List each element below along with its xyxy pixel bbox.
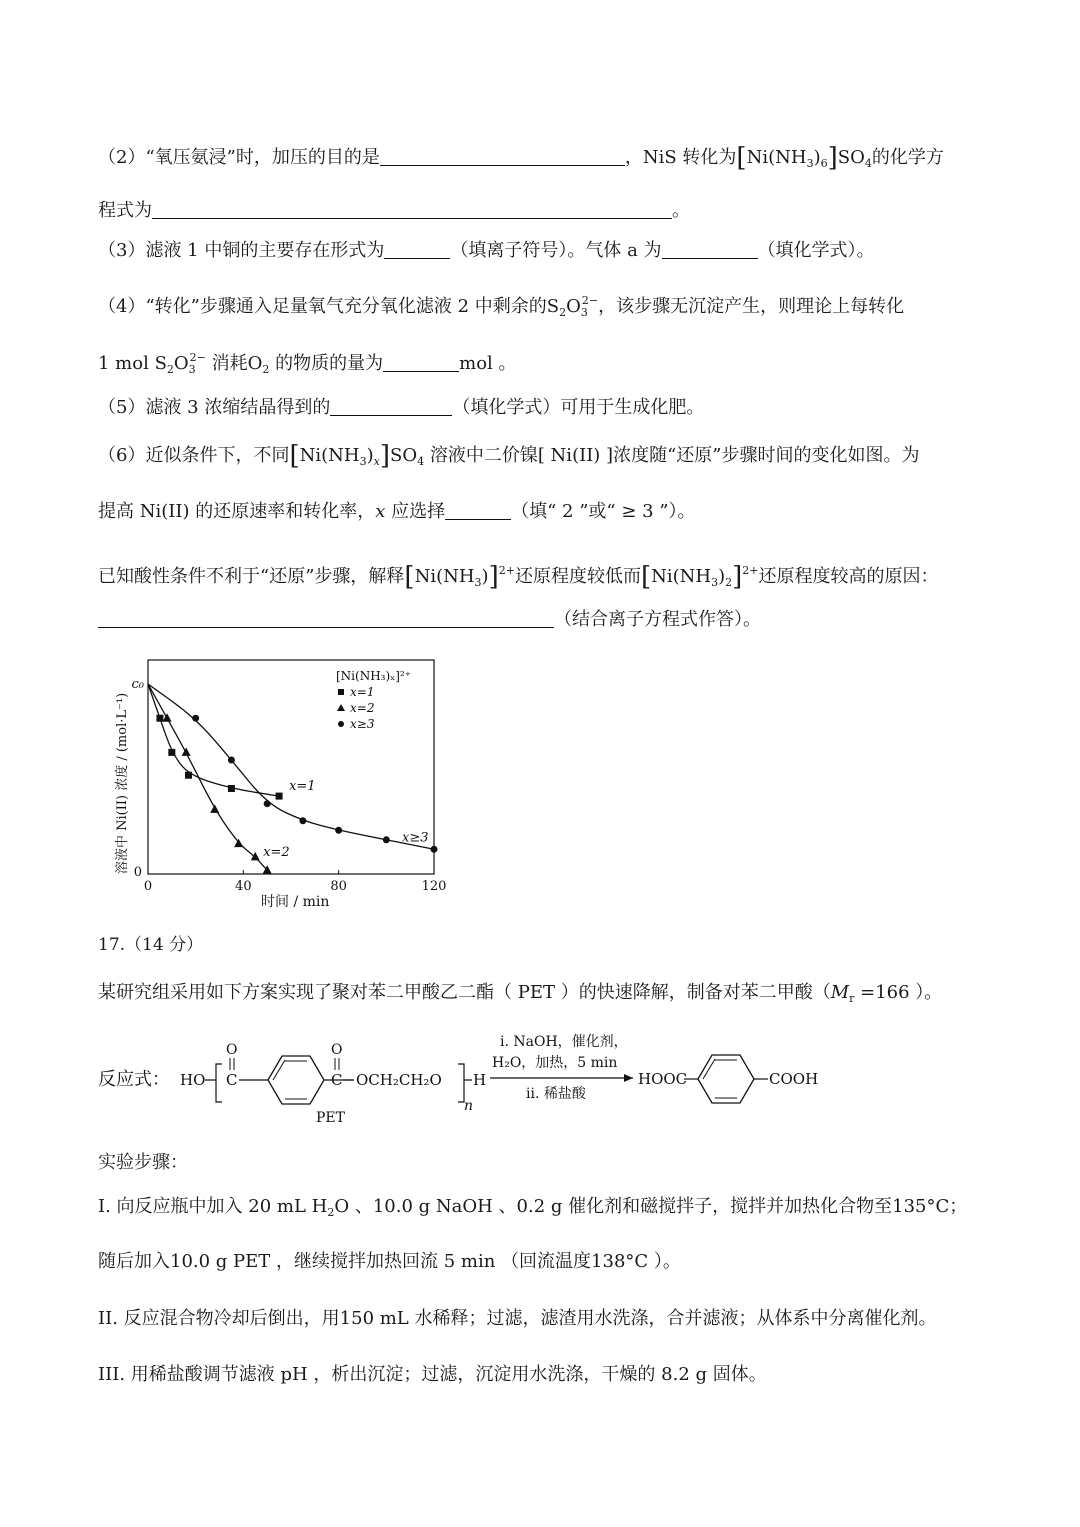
q3-answer-blank-2[interactable] bbox=[662, 240, 758, 259]
q6-text: （6）近似条件下，不同 bbox=[98, 445, 290, 466]
q4-ion-sub3: 3 bbox=[580, 306, 588, 319]
reaction-arrow-head bbox=[624, 1074, 633, 1082]
data-point-triangle bbox=[182, 747, 191, 756]
rxn-bracket-right bbox=[458, 1064, 464, 1102]
q2-text: （2）“氧压氨浸”时，加压的目的是 bbox=[98, 147, 380, 168]
q6-subx: x bbox=[373, 455, 380, 468]
q4-text-consume: 消耗 bbox=[205, 353, 248, 374]
q6-cplx2-charge: 2+ bbox=[742, 564, 759, 577]
data-point-circle bbox=[264, 800, 271, 807]
pet-label: PET bbox=[316, 1110, 345, 1126]
condition-1: i. NaOH，催化剂， bbox=[500, 1034, 628, 1050]
condition-2: H₂O，加热，5 min bbox=[492, 1055, 618, 1071]
data-point-circle bbox=[335, 827, 342, 834]
q6-answer-blank-2[interactable] bbox=[98, 609, 554, 628]
series-label: x=2 bbox=[263, 845, 290, 861]
product-cooh: COOH bbox=[769, 1070, 819, 1088]
chart-legend bbox=[336, 669, 411, 731]
q4-ion-charge-2: 2− bbox=[189, 351, 206, 364]
q17-mr-value: =166 ）。 bbox=[854, 982, 943, 1003]
step3-line bbox=[98, 1362, 767, 1388]
bracket-open: [ bbox=[640, 562, 652, 592]
ni-concentration-chart bbox=[110, 650, 460, 910]
q6-sub4: 4 bbox=[417, 455, 425, 468]
q5-text-2: （填化学式）可用于生成化肥。 bbox=[452, 397, 705, 418]
q17-intro-text: 某研究组采用如下方案实现了聚对苯二甲酸乙二酯（ PET ）的快速降解，制备对苯二甲酸（ bbox=[98, 982, 831, 1003]
q5-answer-blank[interactable] bbox=[330, 397, 452, 416]
q2-sub4: 4 bbox=[864, 157, 872, 170]
q4-o2: O bbox=[247, 353, 263, 374]
q2-so4: SO bbox=[837, 147, 865, 168]
y-axis-label: 溶液中 Ni(II) 浓度 / (mol·L⁻¹) bbox=[115, 692, 130, 874]
benzene2-double-3 bbox=[703, 1059, 715, 1079]
q6-line1: （6）近似条件下，不同$[Ni(NH_3)_x]SO_4$ 溶液中二价镍[ Ni(II) ]浓度随“还原”步骤时间的变化如图。为 bbox=[98, 441, 920, 471]
condition-3: ii. 稀盐酸 bbox=[526, 1086, 586, 1102]
q6-sub3: 3 bbox=[359, 455, 367, 468]
data-point-square bbox=[156, 715, 163, 722]
product-hooc: HOOC bbox=[638, 1070, 688, 1088]
step1-text-b: O 、10.0 g NaOH 、0.2 g 催化剂和磁搅拌子，搅拌并加热化合物至135°C； bbox=[334, 1196, 968, 1217]
rxn-c2: C bbox=[331, 1071, 343, 1089]
series-line-1 bbox=[148, 684, 267, 870]
bracket-close: ] bbox=[732, 562, 743, 592]
q4-line2 bbox=[98, 345, 517, 383]
q17-intro bbox=[98, 980, 942, 1012]
rxn-carbonyl-o2: O bbox=[331, 1042, 343, 1058]
q6-text-line4: （结合离子方程式作答）。 bbox=[554, 609, 761, 630]
chart-axes bbox=[114, 660, 446, 910]
rxn-c1: C bbox=[226, 1071, 238, 1089]
q4-ion-sub3-2: 3 bbox=[188, 363, 196, 376]
q6-line2 bbox=[98, 499, 696, 525]
q17-mr-sub: r bbox=[849, 992, 855, 1005]
q6-cplx2-sub2: 2 bbox=[725, 576, 733, 589]
series-label: x≥3 bbox=[402, 830, 429, 846]
q6-cplx1-charge: 2+ bbox=[498, 564, 515, 577]
q6-so4: SO bbox=[390, 445, 418, 466]
q2-line2 bbox=[98, 198, 690, 224]
q6-complex: Ni(NH bbox=[299, 445, 360, 466]
q6-line3: 已知酸性条件不利于“还原”步骤，解释$[Ni(NH_3)]^{2+}$还原程度较低而$[Ni(NH_3)_2]^{2+}$还原程度较高的原因： bbox=[98, 562, 939, 592]
q6-cplx2-sub3: 3 bbox=[711, 576, 719, 589]
legend-entry: x≥3 bbox=[350, 717, 375, 731]
q4-ion-sub2: 2 bbox=[559, 306, 567, 319]
q2-answer-blank-2[interactable] bbox=[152, 200, 672, 219]
data-point-triangle bbox=[251, 852, 260, 861]
reaction-scheme bbox=[98, 1030, 858, 1130]
q4-ion-o: O bbox=[566, 296, 581, 317]
q4-o2-sub: 2 bbox=[262, 363, 270, 376]
y-tick-label: c₀ bbox=[131, 677, 144, 692]
step1-text-a: I. 向反应瓶中加入 20 mL H bbox=[98, 1196, 328, 1217]
data-point-circle bbox=[431, 846, 438, 853]
q6-text-low: 还原程度较低而 bbox=[514, 566, 641, 587]
series-label: x=1 bbox=[289, 779, 316, 795]
q17-mr: M bbox=[830, 982, 850, 1003]
rxn-h: H bbox=[473, 1071, 487, 1089]
q3-text-2: （填离子符号）。气体 a 为 bbox=[450, 240, 662, 261]
q4-ion-s: S bbox=[546, 296, 560, 317]
q3-text: （3）滤液 1 中铜的主要存在形式为 bbox=[98, 240, 385, 261]
q6-x: x bbox=[375, 501, 386, 522]
rxn-ho: HO bbox=[180, 1071, 206, 1089]
bracket-open: [ bbox=[289, 441, 300, 471]
q2-text-line2: 程式为 bbox=[98, 200, 152, 221]
q6-text-fill: （填“ 2 ”或“ ≥ 3 ”）。 bbox=[511, 501, 696, 522]
benzene-ring-2 bbox=[698, 1055, 754, 1103]
q3-answer-blank-1[interactable] bbox=[384, 240, 450, 259]
q4-answer-blank[interactable] bbox=[383, 353, 459, 372]
x-tick-label: 120 bbox=[421, 879, 447, 894]
q5-line bbox=[98, 395, 704, 421]
rxn-label: 反应式： bbox=[98, 1069, 170, 1090]
legend-entry: x=2 bbox=[350, 701, 375, 715]
data-point-square bbox=[276, 793, 283, 800]
data-point-triangle bbox=[234, 839, 243, 848]
legend-marker-square bbox=[338, 689, 344, 695]
series-line-2 bbox=[148, 684, 434, 849]
q4-line1 bbox=[98, 288, 904, 326]
chart-series bbox=[148, 684, 438, 874]
step2-text: II. 反应混合物冷却后倒出，用150 mL 水稀释；过滤，滤渣用水洗涤，合并滤液；从体系中分离催化剂。 bbox=[98, 1308, 937, 1329]
q2-line1: （2）“氧压氨浸”时，加压的目的是 ，NiS 转化为$[Ni(NH_3)_6]SO_4$的化学方 bbox=[98, 143, 944, 173]
bracket-open: [ bbox=[736, 143, 747, 173]
rxn-n: n bbox=[464, 1098, 474, 1114]
q6-cplx2: Ni(NH bbox=[651, 566, 712, 587]
rxn-bracket-left bbox=[216, 1064, 222, 1102]
step1-sub: 2 bbox=[327, 1206, 335, 1219]
legend-title: [Ni(NH₃)ₓ]²⁺ bbox=[336, 669, 412, 683]
q6-cplx1-sub3: 3 bbox=[474, 576, 482, 589]
benzene-ring-1 bbox=[268, 1056, 324, 1104]
q3-line bbox=[98, 238, 875, 264]
data-point-square bbox=[228, 785, 235, 792]
bracket-close: ] bbox=[488, 562, 499, 592]
x-tick-label: 80 bbox=[330, 879, 347, 894]
y-tick-label: 0 bbox=[133, 865, 142, 880]
q6-text-line3: 已知酸性条件不利于“还原”步骤，解释 bbox=[98, 566, 405, 587]
x-tick-label: 0 bbox=[143, 879, 153, 894]
q2-text-2: ，NiS 转化为 bbox=[624, 147, 737, 168]
step1-line1 bbox=[98, 1194, 967, 1226]
step1-text-c: 随后加入10.0 g PET ，继续搅拌加热回流 5 min （回流温度138°C ）。 bbox=[98, 1251, 681, 1272]
bracket-open: [ bbox=[404, 562, 415, 592]
bracket-close: ] bbox=[379, 441, 390, 471]
rxn-chain: OCH₂CH₂O bbox=[356, 1071, 442, 1089]
bracket-close: ] bbox=[827, 143, 838, 173]
data-point-triangle bbox=[163, 713, 172, 722]
plot-frame bbox=[148, 660, 434, 874]
q2-end: 。 bbox=[672, 200, 690, 221]
data-point-circle bbox=[383, 836, 390, 843]
q6-text-2: 溶液中二价镍[ Ni(II) ]浓度随“还原”步骤时间的变化如图。为 bbox=[424, 445, 920, 466]
data-point-circle bbox=[192, 715, 199, 722]
q17-number: 17.（14 分） bbox=[98, 935, 204, 955]
q4-unit: mol 。 bbox=[459, 353, 517, 374]
q6-line4 bbox=[98, 607, 761, 633]
legend-marker-circle bbox=[338, 721, 344, 727]
steps-title-text: 实验步骤： bbox=[98, 1152, 188, 1173]
q5-text: （5）滤液 3 浓缩结晶得到的 bbox=[98, 397, 331, 418]
q4-ion-s-2: S bbox=[154, 353, 167, 374]
data-point-triangle bbox=[210, 804, 219, 813]
q6-text-line2: 提高 Ni(II) 的还原速率和转化率， bbox=[98, 501, 376, 522]
q6-cplx1: Ni(NH bbox=[414, 566, 475, 587]
data-point-square bbox=[168, 749, 175, 756]
q4-text-2: ，该步骤无沉淀产生，则理论上每转化 bbox=[598, 296, 905, 317]
q2-sub3: 3 bbox=[806, 157, 814, 170]
q2-sub6: 6 bbox=[820, 157, 828, 170]
step3-text: III. 用稀盐酸调节滤液 pH ，析出沉淀；过滤，沉淀用水洗涤，干燥的 8.2 g 固体。 bbox=[98, 1364, 767, 1385]
q6-text-reason: 还原程度较高的原因： bbox=[758, 566, 939, 587]
legend-marker-triangle bbox=[337, 704, 345, 711]
step1-line2 bbox=[98, 1249, 681, 1275]
q4-ion-charge: 2− bbox=[581, 294, 599, 307]
q17-header bbox=[98, 932, 203, 958]
x-axis-label: 时间 / min bbox=[261, 894, 330, 910]
q3-text-3: （填化学式）。 bbox=[757, 240, 875, 261]
q4-ion-sub2-2: 2 bbox=[166, 363, 174, 376]
q4-amount: 1 mol bbox=[98, 353, 155, 374]
q6-text-choose: 应选择 bbox=[385, 501, 446, 522]
q2-complex: Ni(NH bbox=[746, 147, 807, 168]
q4-text-3: 的物质的量为 bbox=[269, 353, 384, 374]
q2-answer-blank-1[interactable] bbox=[380, 147, 625, 166]
data-point-square bbox=[185, 772, 192, 779]
benzene-double-3 bbox=[273, 1060, 285, 1080]
data-point-circle bbox=[299, 817, 306, 824]
legend-entry: x=1 bbox=[350, 685, 375, 699]
step2-line bbox=[98, 1306, 936, 1332]
q6-answer-blank-1[interactable] bbox=[445, 501, 511, 520]
rxn-carbonyl-o1: O bbox=[226, 1042, 238, 1058]
q4-ion-o-2: O bbox=[173, 353, 189, 374]
q2-text-3: 的化学方 bbox=[871, 147, 944, 168]
q4-text: （4）“转化”步骤通入足量氧气充分氧化滤液 2 中剩余的 bbox=[98, 296, 547, 317]
data-point-circle bbox=[228, 757, 235, 764]
x-tick-label: 40 bbox=[235, 879, 252, 894]
steps-title bbox=[98, 1150, 188, 1176]
